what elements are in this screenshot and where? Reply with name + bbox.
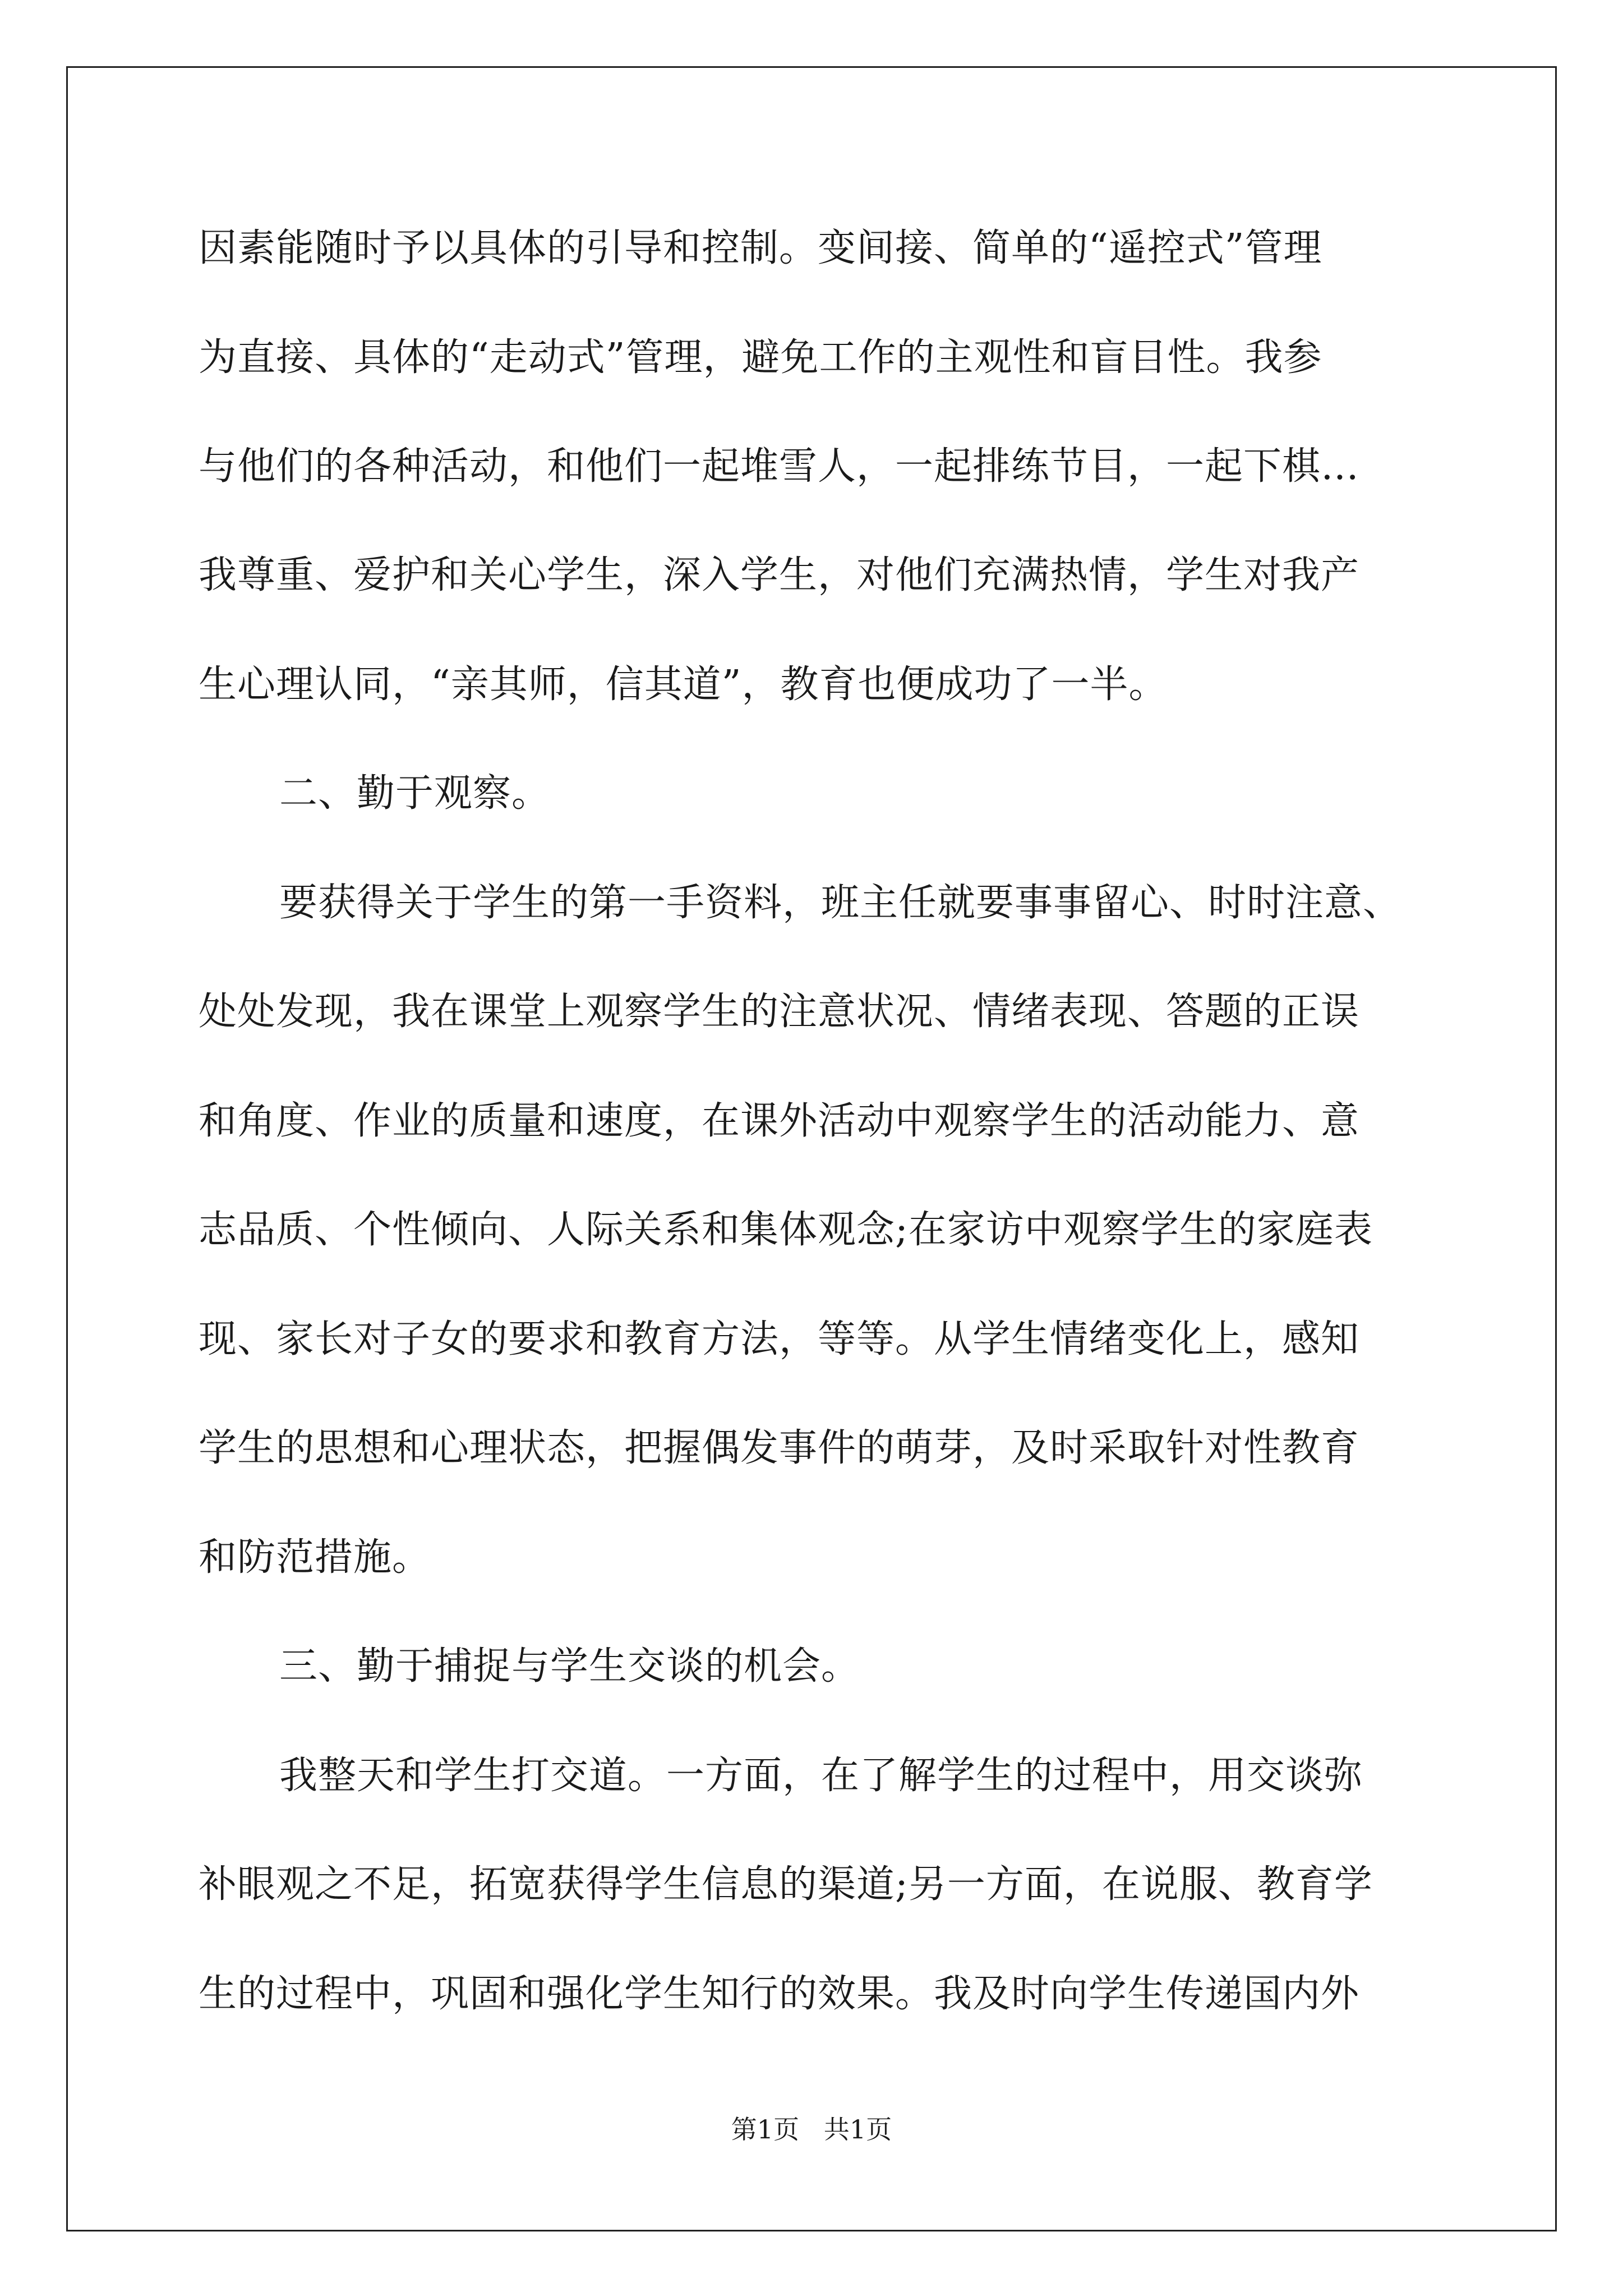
page-footer: 第1页 共1页 [731, 2114, 892, 2145]
text-line: 和角度、作业的质量和速度，在课外活动中观察学生的活动能力、意 [199, 1099, 1360, 1143]
text-line: 学生的思想和心理状态，把握偶发事件的萌芽，及时采取针对性教育 [199, 1426, 1360, 1470]
text-line: 处处发现，我在课堂上观察学生的注意状况、情绪表现、答题的正误 [199, 990, 1360, 1034]
text-line: 现、家长对子女的要求和教育方法，等等。从学生情绪变化上，感知 [199, 1317, 1360, 1361]
section-heading: 二、勤于观察。 [279, 771, 551, 816]
text-line: 要获得关于学生的第一手资料，班主任就要事事留心、时时注意、 [279, 881, 1402, 925]
section-heading: 三、勤于捕捉与学生交谈的机会。 [279, 1644, 860, 1688]
text-line: 我尊重、爱护和关心学生，深入学生，对他们充满热情，学生对我产 [199, 553, 1360, 597]
text-line: 我整天和学生打交道。一方面，在了解学生的过程中，用交谈弥 [279, 1754, 1363, 1798]
text-line: 因素能随时予以具体的引导和控制。变间接、简单的“遥控式”管理 [199, 226, 1322, 270]
text-line: 与他们的各种活动，和他们一起堆雪人，一起排练节目，一起下棋… [199, 444, 1360, 489]
text-line: 和防范措施。 [199, 1535, 431, 1580]
text-line: 为直接、具体的“走动式”管理，避免工作的主观性和盲目性。我参 [199, 335, 1322, 380]
text-line: 生心理认同，“亲其师，信其道”，教育也便成功了一半。 [199, 662, 1168, 707]
text-line: 志品质、个性倾向、人际关系和集体观念;在家访中观察学生的家庭表 [199, 1208, 1373, 1252]
text-line: 补眼观之不足，拓宽获得学生信息的渠道;另一方面，在说服、教育学 [199, 1862, 1373, 1907]
text-line: 生的过程中，巩固和强化学生知行的效果。我及时向学生传递国内外 [199, 1972, 1360, 2016]
